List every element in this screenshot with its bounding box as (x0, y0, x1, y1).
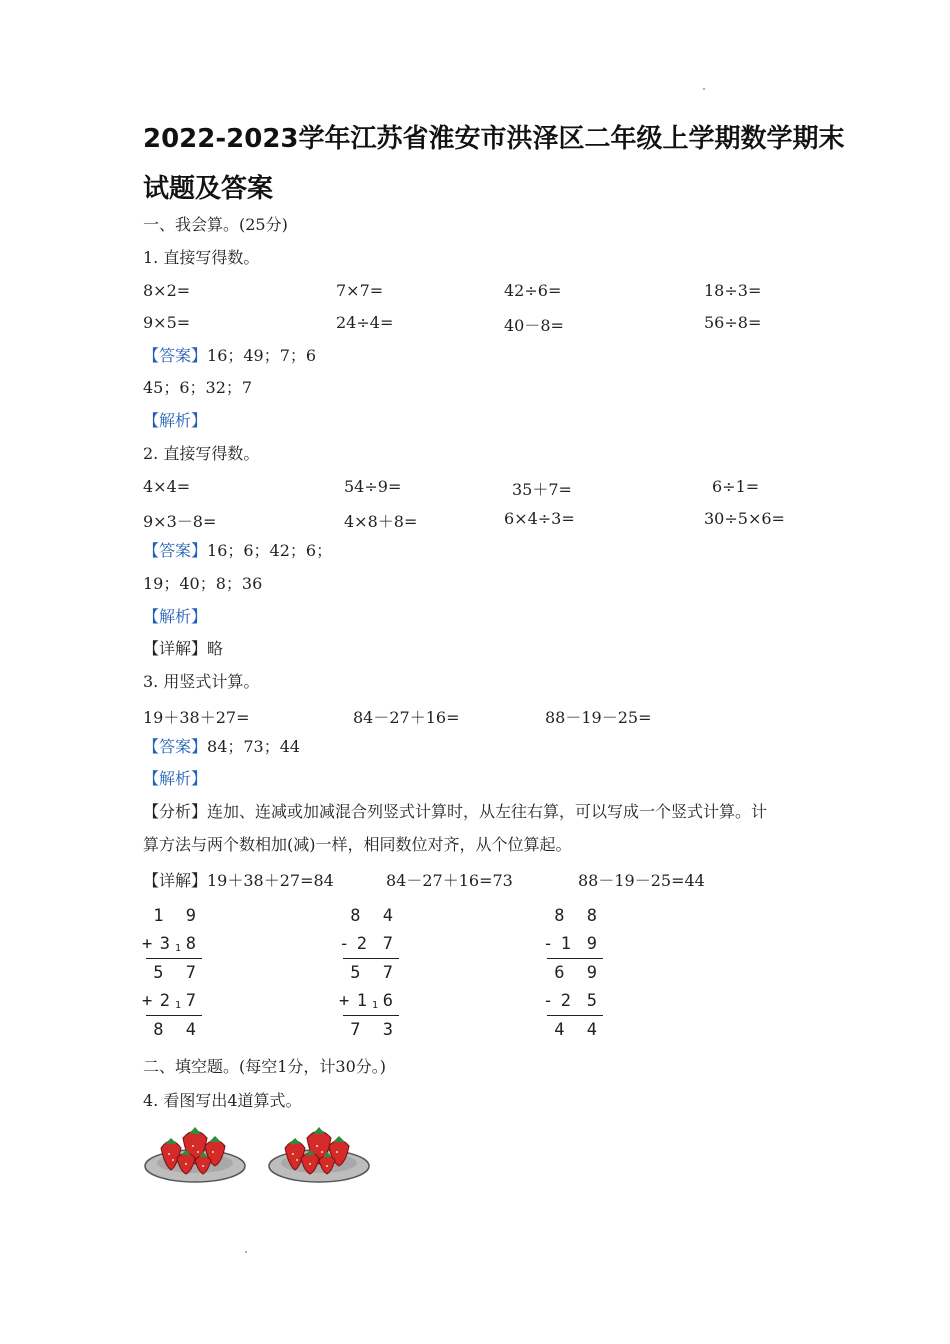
detail-eq: 88－19－25=44 (578, 871, 705, 890)
vc-digit: 1 (356, 991, 373, 1011)
q2-item: 6×4÷3= (504, 509, 575, 528)
vc-digit: 9 (586, 934, 603, 954)
q3-detail-row (143, 868, 843, 888)
vc-operator: + (142, 991, 153, 1011)
q1-answer-line2: 45；6；32；7 (143, 378, 253, 397)
vc-digits: 4 4 (554, 1020, 603, 1040)
vc-digit: 2 (356, 934, 373, 954)
vc-carry: 1 (174, 1000, 181, 1011)
q1-analysis-tag: 【解析】 (143, 411, 208, 430)
q2-analysis-tag: 【解析】 (143, 607, 208, 626)
q3-problem: 19＋38＋27= (143, 708, 250, 727)
vc-digit: 5 (586, 991, 603, 1011)
vc-operator: - (339, 934, 350, 954)
vc-digit: 6 (382, 991, 399, 1011)
page-mark (245, 1251, 247, 1253)
q3-answer (143, 737, 300, 757)
q2-detail: 【详解】略 (143, 639, 224, 658)
q1-row1 (143, 281, 843, 301)
vc-rule (343, 958, 399, 959)
q3-fenxi-line1: 【分析】连加、连减或加减混合列竖式计算时，从左往右算，可以写成一个竖式计算。计 (143, 802, 768, 821)
answer-text: 16；6；42；6； (207, 541, 333, 560)
vc-operator: + (339, 991, 350, 1011)
q2-item: 9×3－8= (143, 512, 217, 531)
vc-operator: + (142, 934, 153, 954)
answer-tag: 【答案】 (143, 737, 208, 756)
q3-problem: 88－19－25= (545, 708, 652, 727)
q2-item: 4×4= (143, 477, 191, 496)
vc-carry: 1 (371, 1000, 378, 1011)
vc-digit: 1 (560, 934, 577, 954)
vc-digits: 5 7 (350, 963, 399, 983)
vc-rule (146, 1015, 202, 1016)
vc-operator: - (543, 991, 554, 1011)
section2-heading: 二、填空题。(每空1分，计30分。) (143, 1057, 387, 1076)
answer-text: 84；73；44 (207, 737, 301, 756)
vc-digit: 3 (159, 934, 176, 954)
q2-answer (143, 541, 332, 561)
vc-digit: 7 (382, 934, 399, 954)
page-mark (703, 88, 705, 90)
q3-problem: 84－27＋16= (353, 708, 460, 727)
q1-item: 8×2= (143, 281, 191, 300)
q1-answer (143, 346, 316, 366)
q1-row2 (143, 313, 843, 333)
vc-digit: 2 (159, 991, 176, 1011)
q1-item: 56÷8= (704, 313, 762, 332)
vc-digits: 8 4 (350, 906, 399, 926)
page-title-line2: 试题及答案 (143, 174, 274, 204)
vc-digit: 2 (560, 991, 577, 1011)
vc-rule (343, 1015, 399, 1016)
q2-row1 (143, 477, 843, 497)
vc-digit: 7 (185, 991, 202, 1011)
vc-rule (146, 958, 202, 959)
q2-item: 6÷1= (712, 477, 760, 496)
vertical-calc-3 (541, 906, 613, 1046)
q2-item: 4×8＋8= (344, 512, 418, 531)
detail-eq: 84－27＋16=73 (386, 871, 513, 890)
vertical-calc-2 (337, 906, 409, 1046)
vc-digits: 7 3 (350, 1020, 399, 1040)
q2-item: 54÷9= (344, 477, 402, 496)
answer-tag: 【答案】 (143, 346, 208, 365)
vc-digits: 8 8 (554, 906, 603, 926)
q2-row2 (143, 509, 843, 529)
detail-label: 【详解】 (143, 871, 208, 890)
vc-digits: 5 7 (153, 963, 202, 983)
q2-label: 2. 直接写得数。 (143, 444, 260, 463)
q1-item: 18÷3= (704, 281, 762, 300)
vc-rule (547, 958, 603, 959)
vc-operator: - (543, 934, 554, 954)
q1-item: 40－8= (504, 316, 564, 335)
vc-digits: 1 9 (153, 906, 202, 926)
q1-item: 9×5= (143, 313, 191, 332)
strawberry-plate-image (267, 1118, 371, 1186)
strawberry-plate-image (143, 1118, 247, 1186)
vc-digit: 8 (185, 934, 202, 954)
page-title-line1: 2022-2023学年江苏省淮安市洪泽区二年级上学期数学期末 (143, 124, 845, 154)
q3-analysis-tag: 【解析】 (143, 769, 208, 788)
answer-tag: 【答案】 (143, 541, 208, 560)
q2-item: 35＋7= (512, 480, 572, 499)
q3-label: 3. 用竖式计算。 (143, 672, 260, 691)
vc-digits: 8 4 (153, 1020, 202, 1040)
q1-item: 7×7= (336, 281, 384, 300)
q2-item: 30÷5×6= (704, 509, 785, 528)
vc-carry: 1 (174, 943, 181, 954)
q3-fenxi-line2: 算方法与两个数相加(减)一样，相同数位对齐，从个位算起。 (143, 835, 572, 854)
vc-rule (547, 1015, 603, 1016)
q1-label: 1. 直接写得数。 (143, 248, 260, 267)
q4-label: 4. 看图写出4道算式。 (143, 1091, 302, 1110)
vertical-calc-1 (140, 906, 212, 1046)
q3-problems (143, 705, 843, 725)
q1-item: 42÷6= (504, 281, 562, 300)
vc-digits: 6 9 (554, 963, 603, 983)
answer-text: 16；49；7；6 (207, 346, 317, 365)
section1-heading: 一、我会算。(25分) (143, 215, 288, 234)
q1-item: 24÷4= (336, 313, 394, 332)
q2-answer-line2: 19；40；8；36 (143, 574, 263, 593)
detail-eq: 19＋38＋27=84 (207, 871, 334, 890)
